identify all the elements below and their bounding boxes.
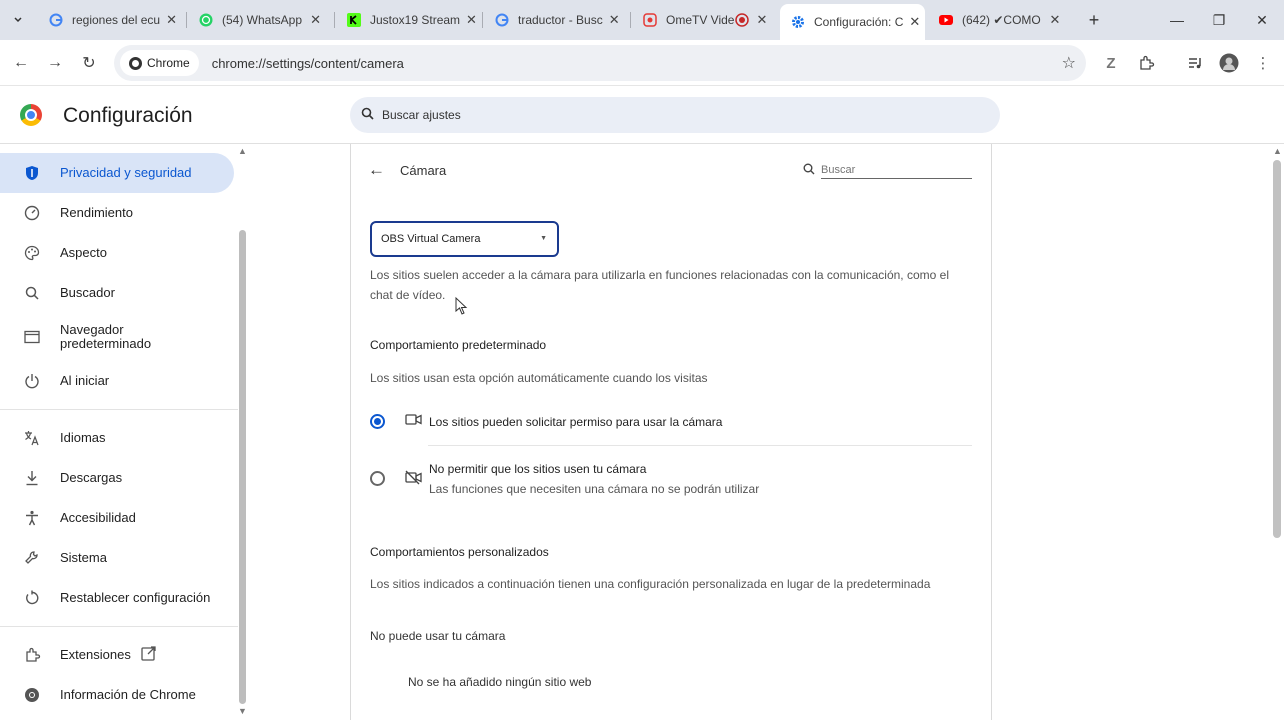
settings-header (0, 86, 1284, 144)
camera-search-input[interactable] (821, 161, 972, 179)
palette-icon (22, 245, 42, 261)
sidebar-item-appearance[interactable] (0, 233, 234, 273)
scroll-down-icon[interactable]: ▼ (238, 706, 247, 716)
sidebar-item-default-browser[interactable] (0, 317, 234, 357)
browser-toolbar (0, 40, 1284, 86)
chrome-icon (22, 687, 42, 703)
reset-icon (22, 590, 42, 606)
tab-search-button[interactable] (6, 8, 30, 32)
option-divider (428, 445, 972, 446)
tab-title: Configuración: C (814, 15, 904, 29)
site-info-chip[interactable] (120, 50, 199, 76)
close-icon[interactable]: ✕ (466, 12, 477, 27)
tab-6-active[interactable] (780, 4, 925, 40)
menu-dots-icon[interactable]: ⋮ (1255, 55, 1271, 72)
shield-icon (22, 165, 42, 181)
custom-behavior-heading: Comportamientos personalizados (370, 545, 549, 559)
sidebar-item-about-chrome[interactable] (0, 675, 234, 715)
translate-icon (22, 430, 42, 446)
kick-icon (346, 12, 362, 28)
sidebar-item-label: Restablecer configuración (60, 590, 211, 605)
sidebar-item-label: Sistema (60, 550, 107, 565)
restore-button[interactable] (1199, 8, 1239, 32)
sidebar-item-label: Extensiones (60, 647, 131, 662)
tab-1[interactable] (38, 4, 183, 36)
arrow-right-icon: → (47, 54, 63, 71)
camera-description: Los sitios suelen acceder a la cámara para utilizarla en funciones relacionadas con la comunicación, como el chat de vídeo. (370, 268, 949, 302)
dropdown-caret-icon: ▼ (540, 235, 547, 242)
browser-window-icon (22, 330, 42, 344)
tab-separator (186, 12, 187, 28)
sidebar-item-languages[interactable] (0, 418, 234, 458)
sidebar-item-label: Al iniciar (60, 373, 110, 388)
plus-icon: + (1088, 9, 1100, 30)
sidebar-item-search-engine[interactable] (0, 273, 234, 313)
tab-title: (642) ✔COMO (962, 13, 1041, 27)
google-icon (494, 12, 510, 28)
tab-separator (334, 12, 335, 28)
selected-device: OBS Virtual Camera (381, 233, 481, 245)
camera-icon (405, 413, 422, 429)
sidebar-item-label: Buscador (60, 285, 115, 300)
search-icon (22, 286, 42, 300)
close-icon[interactable]: ✕ (166, 12, 177, 27)
download-icon (22, 470, 42, 486)
close-icon[interactable]: ✕ (909, 14, 921, 29)
whatsapp-icon (198, 12, 214, 28)
sidebar-item-downloads[interactable] (0, 458, 234, 498)
z-extension-icon[interactable]: Z (1106, 54, 1116, 72)
option-block-sublabel: Las funciones que necesiten una cámara no se podrán utilizar (429, 482, 760, 496)
forward-button[interactable] (42, 50, 68, 76)
blocked-sites-heading: No puede usar tu cámara (370, 629, 506, 643)
wrench-icon (22, 550, 42, 566)
tab-title: OmeTV Vide (666, 13, 735, 27)
default-behavior-description: Los sitios usan esta opción automáticamente cuando los visitas (370, 371, 708, 385)
reload-icon: ↻ (82, 55, 96, 72)
sidebar-item-label: Descargas (60, 470, 123, 485)
sidebar-item-performance[interactable] (0, 193, 234, 233)
puzzle-icon[interactable] (1135, 52, 1157, 74)
tab-separator (630, 12, 631, 28)
tab-title: regiones del ecu (72, 13, 161, 27)
tab-strip (0, 0, 1284, 40)
sidebar-item-label: Idiomas (60, 430, 106, 445)
custom-behavior-description: Los sitios indicados a continuación tienen una configuración personalizada en lugar de la predeterminada (370, 577, 931, 591)
close-icon[interactable]: ✕ (756, 12, 768, 27)
url-text[interactable]: chrome://settings/content/camera (211, 55, 404, 71)
gear-icon (790, 14, 806, 30)
blocked-sites-empty: No se ha añadido ningún sitio web (408, 675, 592, 689)
tab-5[interactable] (632, 4, 777, 36)
sidebar-item-label: Navegador predeterminado (60, 322, 152, 351)
settings-sidebar (0, 144, 238, 720)
arrow-left-icon: ← (13, 54, 29, 71)
chevron-down-icon (13, 15, 23, 25)
sidebar-item-accessibility[interactable] (0, 498, 234, 538)
settings-search-input[interactable] (350, 97, 1000, 133)
sidebar-item-system[interactable] (0, 538, 234, 578)
page-title: Configuración (63, 104, 193, 127)
sidebar-item-label: Información de Chrome (60, 687, 196, 702)
close-icon[interactable]: ✕ (1049, 12, 1061, 27)
page-heading: Cámara (400, 163, 447, 178)
youtube-icon (938, 12, 954, 28)
google-icon (48, 12, 64, 28)
tab-separator (482, 12, 483, 28)
sidebar-divider (0, 409, 238, 410)
sidebar-item-on-startup[interactable] (0, 361, 234, 401)
bookmark-star-icon[interactable]: ☆ (1061, 55, 1076, 72)
option-block-label[interactable]: No permitir que los sitios usen tu cámara (429, 462, 647, 476)
search-placeholder: Buscar ajustes (382, 108, 461, 122)
minimize-icon: — (1170, 12, 1184, 28)
back-button[interactable] (8, 50, 34, 76)
sidebar-scrollbar-thumb[interactable] (239, 230, 246, 704)
external-link-icon (141, 646, 156, 664)
page-scrollbar-thumb[interactable] (1273, 160, 1281, 538)
back-arrow-icon[interactable]: ← (368, 160, 385, 179)
camera-device-select[interactable] (370, 221, 559, 257)
sidebar-divider (0, 626, 238, 627)
tab-2[interactable] (188, 4, 333, 36)
sidebar-item-label: Rendimiento (60, 205, 133, 220)
ometv-icon (642, 12, 658, 28)
media-control-icon[interactable] (1184, 52, 1206, 74)
sidebar-item-label: Aspecto (60, 245, 107, 260)
power-icon (22, 373, 42, 389)
radio-block[interactable] (370, 471, 385, 486)
sidebar-item-reset[interactable] (0, 578, 234, 618)
speedometer-icon (22, 205, 42, 221)
minimize-button[interactable] (1157, 8, 1197, 32)
search-icon (803, 163, 815, 178)
accessibility-icon (22, 510, 42, 526)
address-bar[interactable] (114, 45, 1086, 81)
tab-4[interactable] (484, 4, 629, 36)
sidebar-item-label: Accesibilidad (60, 510, 136, 525)
scroll-up-icon[interactable]: ▲ (1273, 146, 1282, 156)
tab-3[interactable] (336, 4, 481, 36)
puzzle-icon (22, 647, 42, 663)
close-icon[interactable]: ✕ (310, 12, 321, 27)
radio-allow[interactable] (370, 414, 385, 429)
tab-title: Justox19 Stream (370, 13, 461, 27)
camera-off-icon (405, 470, 422, 488)
tab-7[interactable] (928, 4, 1073, 36)
recording-icon (734, 12, 750, 28)
close-window-button[interactable] (1242, 8, 1282, 32)
mouse-cursor-icon (455, 297, 467, 315)
sidebar-item-label: Privacidad y seguridad (60, 165, 192, 180)
chip-label: Chrome (147, 56, 190, 70)
profile-avatar-icon[interactable] (1218, 52, 1240, 74)
sidebar-item-privacy[interactable] (0, 153, 234, 193)
tab-title: (54) WhatsApp (222, 13, 303, 27)
tab-title: traductor - Busc (518, 13, 603, 27)
close-icon: ✕ (1256, 11, 1268, 28)
reload-button[interactable] (76, 50, 102, 76)
close-icon[interactable]: ✕ (608, 12, 620, 27)
option-allow-label[interactable]: Los sitios pueden solicitar permiso para usar la cámara (429, 415, 723, 429)
sidebar-item-extensions[interactable] (0, 635, 234, 675)
chrome-logo-icon (20, 104, 42, 126)
restore-icon: ❐ (1212, 11, 1226, 28)
scroll-up-icon[interactable]: ▲ (238, 146, 247, 156)
default-behavior-heading: Comportamiento predeterminado (370, 338, 547, 352)
search-icon (361, 107, 374, 123)
new-tab-button[interactable] (1082, 8, 1106, 32)
chrome-icon (129, 57, 142, 70)
